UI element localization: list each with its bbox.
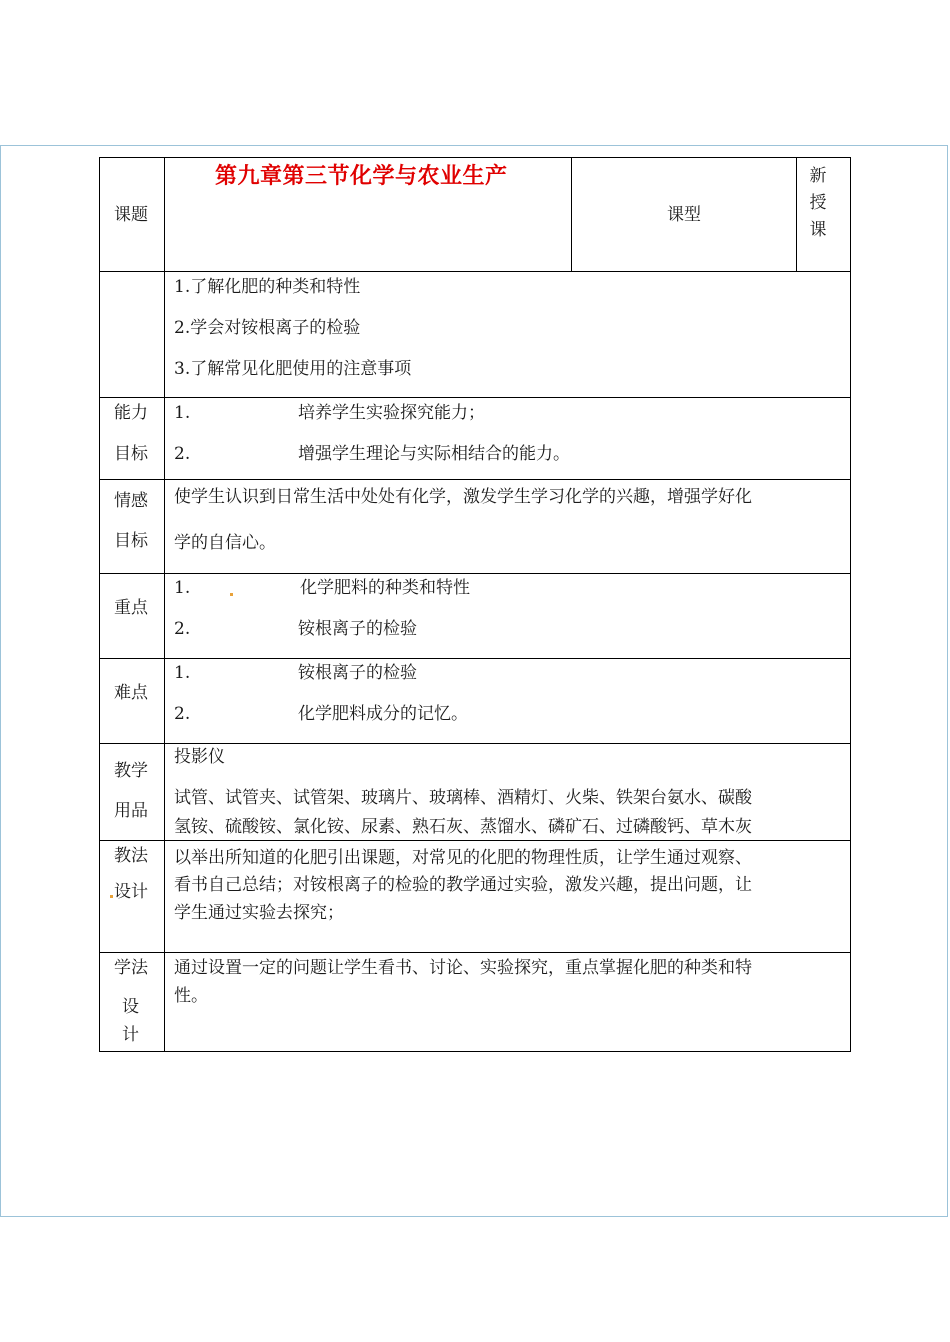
learning-method-label-line: 计 [122, 1025, 139, 1045]
knowledge-item: 2.学会对铵根离子的检验 [174, 318, 361, 338]
row-divider [99, 271, 851, 272]
table-border-top [99, 157, 851, 158]
lesson-title: 第九章第三节化学与农业生产 [215, 163, 508, 189]
ability-item-number: 2. [174, 444, 191, 464]
highlight-mark [230, 593, 233, 596]
teaching-method-line: 看书自己总结；对铵根离子的检验的教学通过实验，激发兴趣，提出问题，让 [174, 875, 752, 895]
difficult-point-number: 2. [174, 704, 191, 724]
teaching-tools-label-line: 教学 [114, 761, 148, 781]
table-border-left [99, 157, 100, 1052]
ability-item-text: 增强学生理论与实际相结合的能力。 [298, 444, 570, 464]
column-divider [164, 157, 165, 1052]
row-divider [99, 840, 851, 841]
table-border-bottom [99, 1051, 851, 1052]
lesson-type-label: 课型 [667, 205, 701, 225]
row-divider [99, 743, 851, 744]
knowledge-item: 3.了解常见化肥使用的注意事项 [174, 359, 412, 379]
emotion-label-line: 目标 [114, 531, 148, 551]
teaching-method-label-line: 教法 [114, 846, 148, 866]
key-point-text: 铵根离子的检验 [298, 619, 417, 639]
teaching-method-line: 以举出所知道的化肥引出课题，对常见的化肥的物理性质，让学生通过观察、 [174, 848, 752, 868]
row-divider [99, 952, 851, 953]
difficult-point-text: 铵根离子的检验 [298, 663, 417, 683]
emotion-text-line: 学的自信心。 [174, 533, 276, 553]
lesson-type-char: 授 [809, 193, 827, 213]
ability-label-line: 能力 [114, 403, 148, 423]
highlight-mark [110, 895, 113, 898]
row-divider [99, 658, 851, 659]
key-point-text: 化学肥料的种类和特性 [300, 578, 470, 598]
teaching-tools-label-line: 用品 [114, 801, 148, 821]
learning-method-label-line: 学法 [114, 958, 148, 978]
row-divider [99, 573, 851, 574]
knowledge-item: 1.了解化肥的种类和特性 [174, 277, 361, 297]
difficult-point-number: 1. [174, 663, 191, 683]
lesson-type-char: 新 [809, 166, 827, 186]
teaching-method-line: 学生通过实验去探究； [174, 903, 344, 923]
table-border-right [850, 157, 851, 1052]
key-points-label: 重点 [114, 598, 148, 618]
key-point-number: 2. [174, 619, 191, 639]
difficult-points-label: 难点 [114, 683, 148, 703]
learning-method-line: 性。 [174, 986, 208, 1006]
lesson-type-value [807, 163, 829, 244]
learning-method-line: 通过设置一定的问题让学生看书、讨论、实验探究，重点掌握化肥的种类和特 [174, 958, 752, 978]
topic-label: 课题 [114, 205, 148, 225]
ability-item-text: 培养学生实验探究能力； [298, 403, 485, 423]
lesson-plan-table [99, 157, 851, 1052]
lesson-type-char: 课 [809, 220, 827, 240]
key-point-number: 1. [174, 578, 191, 598]
ability-item-number: 1. [174, 403, 191, 423]
column-divider [796, 157, 797, 271]
emotion-label-line: 情感 [114, 491, 148, 511]
difficult-point-text: 化学肥料成分的记忆。 [298, 704, 468, 724]
column-divider [571, 157, 572, 271]
emotion-text-line: 使学生认识到日常生活中处处有化学，激发学生学习化学的兴趣，增强学好化 [174, 487, 752, 507]
ability-label-line: 目标 [114, 444, 148, 464]
row-divider [99, 479, 851, 480]
row-divider [99, 397, 851, 398]
teaching-tools-line: 投影仪 [174, 747, 225, 767]
teaching-tools-line: 氢铵、硫酸铵、氯化铵、尿素、熟石灰、蒸馏水、磷矿石、过磷酸钙、草木灰 [174, 817, 752, 837]
teaching-method-label-line: 设计 [114, 882, 148, 902]
learning-method-label-line: 设 [122, 997, 139, 1017]
teaching-tools-line: 试管、试管夹、试管架、玻璃片、玻璃棒、酒精灯、火柴、铁架台氨水、碳酸 [174, 788, 752, 808]
